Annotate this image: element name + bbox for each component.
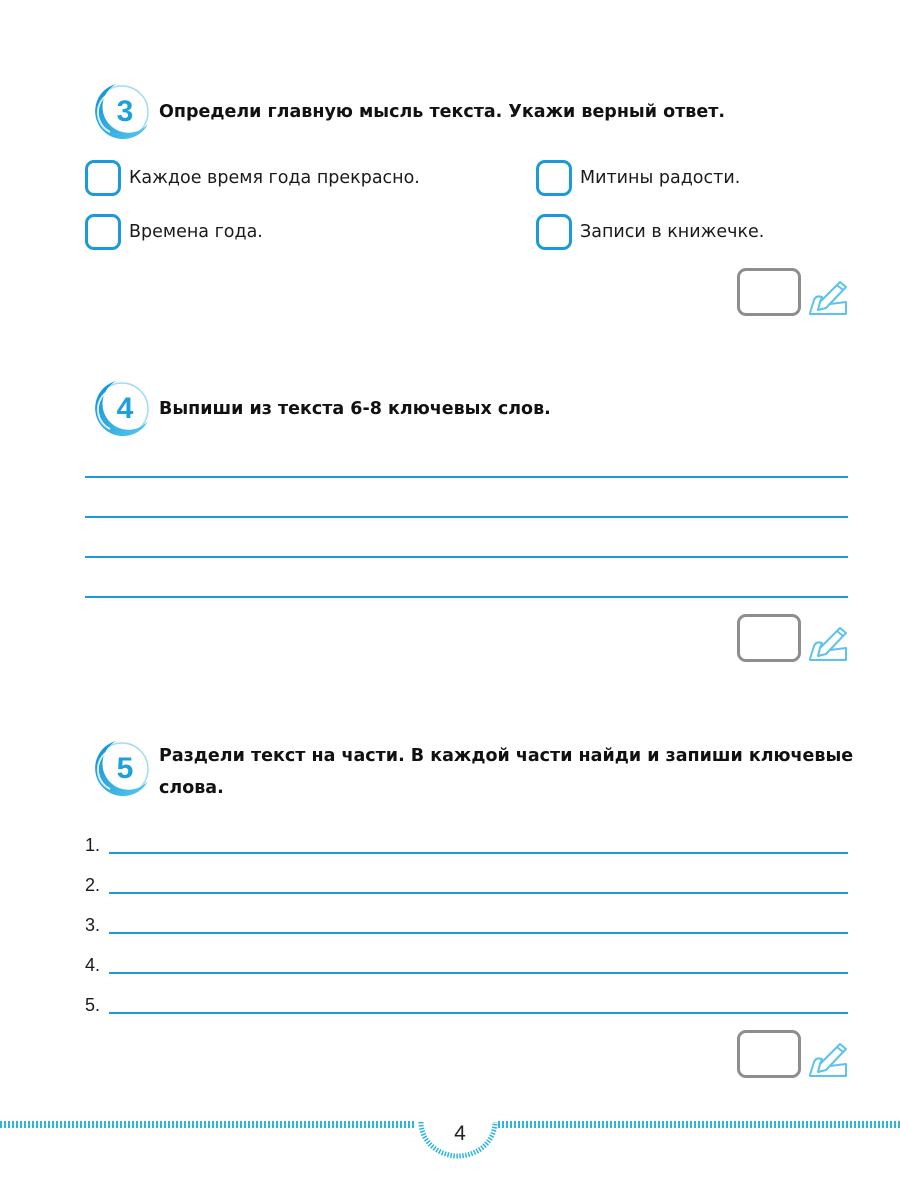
line-number-4: 4. (85, 955, 101, 975)
task-3-option-2[interactable] (536, 160, 740, 196)
option-label: Времена года. (129, 222, 263, 242)
task-4-score-box[interactable] (737, 614, 801, 662)
task-3-option-3[interactable] (85, 214, 263, 250)
task-5-score-box[interactable] (737, 1030, 801, 1078)
line-number-3: 3. (85, 915, 101, 935)
hand-pencil-icon (806, 280, 850, 316)
line-number-1: 1. (85, 835, 101, 855)
answer-line-3[interactable] (109, 932, 848, 934)
task-3-number: 3 (116, 95, 134, 128)
answer-line[interactable] (85, 556, 848, 558)
task-5-number: 5 (116, 752, 134, 785)
answer-line-4[interactable] (109, 972, 848, 974)
page-number: 4 (454, 1122, 466, 1145)
answer-line[interactable] (85, 596, 848, 598)
option-label: Каждое время года прекрасно. (129, 168, 420, 188)
checkbox[interactable] (85, 160, 121, 196)
answer-line-2[interactable] (109, 892, 848, 894)
option-label: Записи в книжечке. (580, 222, 765, 242)
answer-line[interactable] (85, 516, 848, 518)
checkbox[interactable] (85, 214, 121, 250)
hand-pencil-icon (806, 626, 850, 662)
hand-pencil-icon (806, 1042, 850, 1078)
checkbox[interactable] (536, 160, 572, 196)
task-5-badge (86, 737, 150, 801)
task-4-badge (86, 377, 150, 441)
checkbox[interactable] (536, 214, 572, 250)
task-4-title: Выпиши из текста 6-8 ключевых слов. (159, 399, 551, 419)
task-5-title-line-2: слова. (159, 778, 224, 798)
task-5-title-line-1: Раздели текст на части. В каждой части найди и запиши ключевые (159, 746, 854, 766)
task-3-option-4[interactable] (536, 214, 764, 250)
task-4-number: 4 (116, 392, 134, 425)
footer-dashed-line-left (0, 1121, 415, 1128)
task-3-score-box[interactable] (737, 268, 801, 316)
footer-dashed-line-right (498, 1121, 900, 1128)
line-number-2: 2. (85, 875, 101, 895)
answer-line[interactable] (85, 476, 848, 478)
task-3-title: Определи главную мысль текста. Укажи верный ответ. (159, 102, 726, 122)
option-label: Митины радости. (580, 168, 741, 188)
answer-line-1[interactable] (109, 852, 848, 854)
task-3-badge (86, 80, 150, 144)
line-number-5: 5. (85, 995, 101, 1015)
answer-line-5[interactable] (109, 1012, 848, 1014)
task-3-option-1[interactable] (85, 160, 420, 196)
